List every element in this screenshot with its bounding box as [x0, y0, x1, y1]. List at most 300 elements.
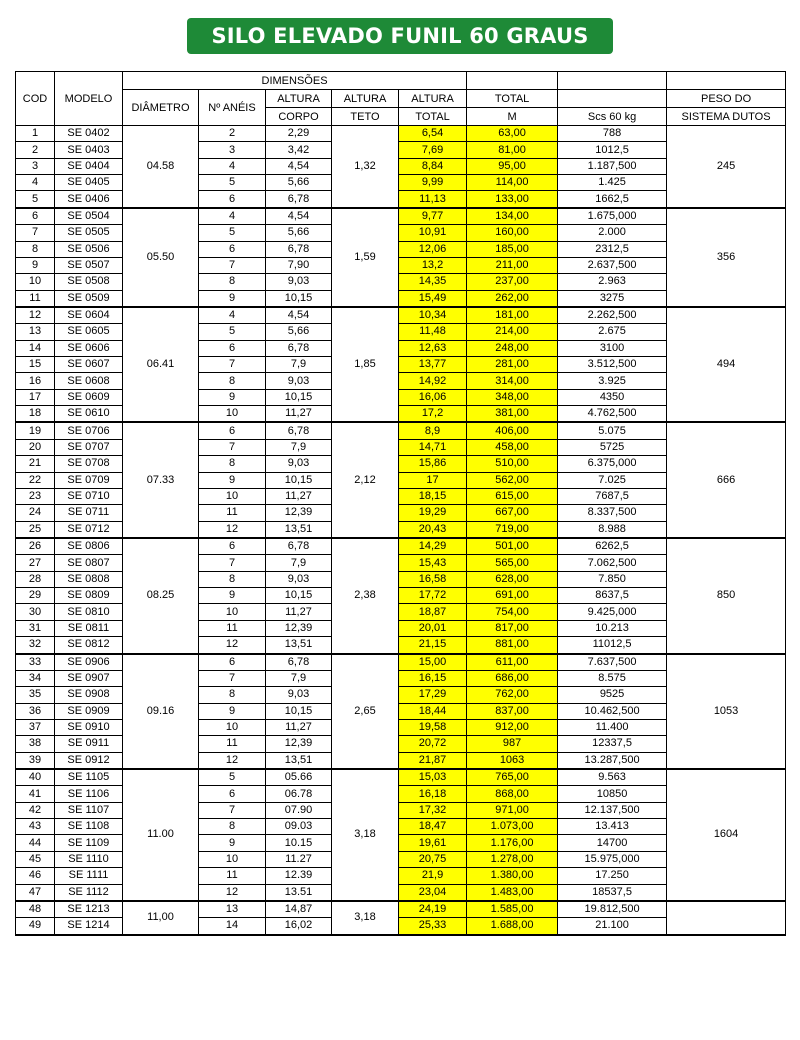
cell-modelo: SE 0404: [55, 158, 123, 174]
cell-altura-total: 13,2: [399, 257, 467, 273]
cell-altura-corpo: 10,15: [266, 389, 332, 405]
cell-altura-corpo: 12,39: [266, 620, 332, 636]
silo-spec-table: [15, 71, 786, 936]
cell-modelo: SE 0806: [55, 538, 123, 555]
cell-modelo: SE 0508: [55, 274, 123, 290]
cell-altura-total: 19,29: [399, 505, 467, 521]
cell-cod: 9: [16, 257, 55, 273]
cell-modelo: SE 0706: [55, 422, 123, 439]
header-altura-corpo-2: CORPO: [266, 108, 332, 126]
cell-total-m: 1.073,00: [467, 819, 558, 835]
cell-aneis: 8: [199, 373, 266, 389]
cell-altura-total: 6,54: [399, 126, 467, 142]
cell-scs: 3.925: [558, 373, 667, 389]
cell-altura-corpo: 14,87: [266, 901, 332, 918]
header-altura-teto-1: ALTURA: [332, 90, 399, 108]
table-row: [16, 769, 786, 786]
cell-scs: 21.100: [558, 918, 667, 935]
cell-total-m: 381,00: [467, 406, 558, 423]
cell-scs: 11012,5: [558, 637, 667, 654]
cell-modelo: SE 1214: [55, 918, 123, 935]
header-modelo: MODELO: [55, 72, 123, 126]
cell-altura-total: 14,71: [399, 439, 467, 455]
cell-scs: 13.287,500: [558, 752, 667, 769]
cell-modelo: SE 1110: [55, 851, 123, 867]
cell-altura-corpo: 7,9: [266, 357, 332, 373]
cell-total-m: 1063: [467, 752, 558, 769]
cell-total-m: 458,00: [467, 439, 558, 455]
cell-altura-corpo: 16,02: [266, 918, 332, 935]
cell-modelo: SE 0707: [55, 439, 123, 455]
cell-scs: 788: [558, 126, 667, 142]
table-row: [16, 654, 786, 671]
header-row-1: [16, 72, 786, 90]
cell-cod: 37: [16, 719, 55, 735]
cell-modelo: SE 1105: [55, 769, 123, 786]
cell-scs: 2.000: [558, 225, 667, 241]
cell-altura-teto: 1,32: [332, 126, 399, 208]
cell-altura-total: 12,63: [399, 340, 467, 356]
cell-total-m: 565,00: [467, 555, 558, 571]
cell-aneis: 9: [199, 389, 266, 405]
cell-total-m: 248,00: [467, 340, 558, 356]
cell-total-m: 1.585,00: [467, 901, 558, 918]
cell-aneis: 7: [199, 439, 266, 455]
cell-aneis: 6: [199, 191, 266, 208]
cell-scs: 2.675: [558, 324, 667, 340]
cell-altura-corpo: 5,66: [266, 324, 332, 340]
cell-aneis: 5: [199, 175, 266, 191]
cell-altura-total: 20,75: [399, 851, 467, 867]
cell-altura-total: 16,15: [399, 670, 467, 686]
cell-altura-teto: 2,12: [332, 422, 399, 538]
cell-total-m: 762,00: [467, 687, 558, 703]
cell-aneis: 6: [199, 538, 266, 555]
cell-cod: 29: [16, 588, 55, 604]
cell-altura-total: 15,43: [399, 555, 467, 571]
header-altura-corpo-1: ALTURA: [266, 90, 332, 108]
cell-modelo: SE 0910: [55, 719, 123, 735]
cell-aneis: 11: [199, 868, 266, 884]
cell-modelo: SE 0711: [55, 505, 123, 521]
cell-total-m: 262,00: [467, 290, 558, 307]
cell-altura-corpo: 6,78: [266, 654, 332, 671]
cell-aneis: 10: [199, 851, 266, 867]
cell-cod: 22: [16, 472, 55, 488]
cell-altura-teto: 2,38: [332, 538, 399, 654]
cell-total-m: 628,00: [467, 571, 558, 587]
cell-total-m: 691,00: [467, 588, 558, 604]
cell-modelo: SE 0506: [55, 241, 123, 257]
cell-aneis: 8: [199, 687, 266, 703]
cell-altura-corpo: 7,9: [266, 670, 332, 686]
table-row: [16, 422, 786, 439]
cell-scs: 7687,5: [558, 488, 667, 504]
cell-scs: 6262,5: [558, 538, 667, 555]
cell-cod: 4: [16, 175, 55, 191]
cell-modelo: SE 0405: [55, 175, 123, 191]
cell-scs: 5725: [558, 439, 667, 455]
cell-cod: 35: [16, 687, 55, 703]
cell-altura-total: 23,04: [399, 884, 467, 901]
cell-altura-corpo: 11,27: [266, 604, 332, 620]
cell-aneis: 12: [199, 637, 266, 654]
cell-modelo: SE 1107: [55, 802, 123, 818]
cell-aneis: 10: [199, 488, 266, 504]
cell-aneis: 12: [199, 752, 266, 769]
cell-total-m: 1.688,00: [467, 918, 558, 935]
table-row: [16, 901, 786, 918]
cell-altura-corpo: 11.27: [266, 851, 332, 867]
cell-scs: 7.025: [558, 472, 667, 488]
cell-altura-corpo: 12,39: [266, 505, 332, 521]
cell-modelo: SE 0509: [55, 290, 123, 307]
cell-total-m: 912,00: [467, 719, 558, 735]
cell-altura-corpo: 6,78: [266, 340, 332, 356]
cell-altura-total: 17,72: [399, 588, 467, 604]
cell-scs: 1.675,000: [558, 208, 667, 225]
cell-modelo: SE 0909: [55, 703, 123, 719]
cell-total-m: 214,00: [467, 324, 558, 340]
cell-cod: 7: [16, 225, 55, 241]
cell-cod: 14: [16, 340, 55, 356]
cell-peso: 356: [667, 208, 786, 307]
cell-altura-total: 14,35: [399, 274, 467, 290]
cell-scs: 14700: [558, 835, 667, 851]
cell-modelo: SE 0912: [55, 752, 123, 769]
cell-modelo: SE 0811: [55, 620, 123, 636]
cell-altura-teto: 3,18: [332, 901, 399, 935]
cell-total-m: 406,00: [467, 422, 558, 439]
cell-altura-total: 16,18: [399, 786, 467, 802]
cell-altura-corpo: 13,51: [266, 521, 332, 538]
cell-scs: 15.975,000: [558, 851, 667, 867]
cell-cod: 43: [16, 819, 55, 835]
cell-aneis: 7: [199, 670, 266, 686]
cell-scs: 11.400: [558, 719, 667, 735]
cell-cod: 25: [16, 521, 55, 538]
cell-aneis: 6: [199, 340, 266, 356]
cell-modelo: SE 0809: [55, 588, 123, 604]
cell-cod: 30: [16, 604, 55, 620]
cell-aneis: 5: [199, 324, 266, 340]
cell-modelo: SE 0403: [55, 142, 123, 158]
cell-altura-total: 15,86: [399, 456, 467, 472]
cell-modelo: SE 0810: [55, 604, 123, 620]
cell-modelo: SE 0710: [55, 488, 123, 504]
cell-cod: 15: [16, 357, 55, 373]
cell-altura-corpo: 13.51: [266, 884, 332, 901]
cell-total-m: 667,00: [467, 505, 558, 521]
header-peso-2: SISTEMA DUTOS: [667, 108, 786, 126]
cell-aneis: 5: [199, 769, 266, 786]
cell-scs: 2.262,500: [558, 307, 667, 324]
cell-altura-total: 20,01: [399, 620, 467, 636]
header-total-1: TOTAL: [467, 90, 558, 108]
cell-cod: 34: [16, 670, 55, 686]
cell-cod: 38: [16, 736, 55, 752]
header-peso-1: PESO DO: [667, 90, 786, 108]
cell-altura-total: 18,15: [399, 488, 467, 504]
cell-total-m: 501,00: [467, 538, 558, 555]
cell-altura-total: 7,69: [399, 142, 467, 158]
cell-scs: 2.637,500: [558, 257, 667, 273]
header-row-2: [16, 90, 786, 108]
cell-total-m: 114,00: [467, 175, 558, 191]
cell-cod: 6: [16, 208, 55, 225]
cell-altura-corpo: 12,39: [266, 736, 332, 752]
cell-aneis: 7: [199, 357, 266, 373]
cell-altura-teto: 1,59: [332, 208, 399, 307]
cell-total-m: 160,00: [467, 225, 558, 241]
cell-altura-total: 20,72: [399, 736, 467, 752]
header-altura-teto-2: TETO: [332, 108, 399, 126]
cell-altura-total: 19,61: [399, 835, 467, 851]
cell-altura-corpo: 10,15: [266, 703, 332, 719]
cell-modelo: SE 0402: [55, 126, 123, 142]
cell-diametro: 04.58: [123, 126, 199, 208]
cell-modelo: SE 0812: [55, 637, 123, 654]
cell-scs: 3100: [558, 340, 667, 356]
cell-altura-corpo: 05.66: [266, 769, 332, 786]
cell-altura-teto: 3,18: [332, 769, 399, 901]
cell-modelo: SE 0504: [55, 208, 123, 225]
cell-modelo: SE 0604: [55, 307, 123, 324]
cell-aneis: 11: [199, 620, 266, 636]
cell-scs: 1.425: [558, 175, 667, 191]
cell-altura-total: 13,77: [399, 357, 467, 373]
cell-altura-corpo: 10.15: [266, 835, 332, 851]
cell-cod: 41: [16, 786, 55, 802]
header-dimensoes: DIMENSÕES: [123, 72, 467, 90]
header-altura-total-1: ALTURA: [399, 90, 467, 108]
cell-aneis: 10: [199, 719, 266, 735]
cell-peso: 494: [667, 307, 786, 423]
cell-aneis: 7: [199, 257, 266, 273]
cell-scs: 9.563: [558, 769, 667, 786]
cell-cod: 46: [16, 868, 55, 884]
cell-modelo: SE 0607: [55, 357, 123, 373]
cell-cod: 5: [16, 191, 55, 208]
cell-scs: 7.850: [558, 571, 667, 587]
cell-cod: 24: [16, 505, 55, 521]
cell-altura-corpo: 11,27: [266, 406, 332, 423]
table-row: [16, 307, 786, 324]
cell-cod: 1: [16, 126, 55, 142]
cell-aneis: 9: [199, 290, 266, 307]
cell-cod: 11: [16, 290, 55, 307]
cell-aneis: 11: [199, 505, 266, 521]
cell-cod: 16: [16, 373, 55, 389]
cell-diametro: 11,00: [123, 901, 199, 935]
cell-cod: 28: [16, 571, 55, 587]
cell-altura-total: 15,49: [399, 290, 467, 307]
cell-modelo: SE 0712: [55, 521, 123, 538]
cell-aneis: 9: [199, 835, 266, 851]
cell-total-m: 1.380,00: [467, 868, 558, 884]
cell-scs: 9525: [558, 687, 667, 703]
cell-total-m: 211,00: [467, 257, 558, 273]
cell-aneis: 2: [199, 126, 266, 142]
cell-total-m: 719,00: [467, 521, 558, 538]
cell-modelo: SE 1111: [55, 868, 123, 884]
cell-scs: 7.062,500: [558, 555, 667, 571]
cell-scs: 7.637,500: [558, 654, 667, 671]
cell-altura-corpo: 10,15: [266, 588, 332, 604]
cell-cod: 17: [16, 389, 55, 405]
cell-altura-corpo: 5,66: [266, 175, 332, 191]
cell-altura-total: 15,03: [399, 769, 467, 786]
cell-cod: 42: [16, 802, 55, 818]
cell-total-m: 837,00: [467, 703, 558, 719]
cell-scs: 8.337,500: [558, 505, 667, 521]
cell-altura-total: 16,06: [399, 389, 467, 405]
cell-altura-total: 17,29: [399, 687, 467, 703]
cell-altura-total: 12,06: [399, 241, 467, 257]
cell-altura-corpo: 6,78: [266, 422, 332, 439]
cell-total-m: 562,00: [467, 472, 558, 488]
cell-peso: 245: [667, 126, 786, 208]
cell-scs: 8637,5: [558, 588, 667, 604]
header-scs: Scs 60 kg: [558, 108, 667, 126]
cell-altura-teto: 2,65: [332, 654, 399, 770]
cell-total-m: 686,00: [467, 670, 558, 686]
cell-altura-total: 21,15: [399, 637, 467, 654]
cell-scs: 10.213: [558, 620, 667, 636]
cell-altura-corpo: 7,9: [266, 555, 332, 571]
cell-aneis: 8: [199, 274, 266, 290]
cell-aneis: 6: [199, 241, 266, 257]
cell-cod: 47: [16, 884, 55, 901]
cell-altura-corpo: 4,54: [266, 208, 332, 225]
header-peso-blank: [667, 72, 786, 90]
cell-diametro: 07.33: [123, 422, 199, 538]
cell-aneis: 4: [199, 307, 266, 324]
cell-aneis: 9: [199, 588, 266, 604]
cell-total-m: 510,00: [467, 456, 558, 472]
cell-total-m: 868,00: [467, 786, 558, 802]
cell-altura-total: 20,43: [399, 521, 467, 538]
cell-scs: 12.137,500: [558, 802, 667, 818]
header-scs-blank: [558, 72, 667, 90]
cell-altura-total: 19,58: [399, 719, 467, 735]
cell-altura-total: 17,32: [399, 802, 467, 818]
cell-peso: 666: [667, 422, 786, 538]
cell-altura-total: 9,99: [399, 175, 467, 191]
cell-modelo: SE 0609: [55, 389, 123, 405]
cell-modelo: SE 1108: [55, 819, 123, 835]
cell-altura-corpo: 11,27: [266, 488, 332, 504]
cell-total-m: 134,00: [467, 208, 558, 225]
cell-modelo: SE 0911: [55, 736, 123, 752]
cell-peso: 1053: [667, 654, 786, 770]
cell-cod: 20: [16, 439, 55, 455]
cell-aneis: 9: [199, 703, 266, 719]
cell-cod: 44: [16, 835, 55, 851]
cell-cod: 12: [16, 307, 55, 324]
cell-scs: 10.462,500: [558, 703, 667, 719]
cell-modelo: SE 0907: [55, 670, 123, 686]
cell-cod: 45: [16, 851, 55, 867]
cell-altura-corpo: 13,51: [266, 752, 332, 769]
header-aneis: Nº ANÉIS: [199, 90, 266, 126]
cell-cod: 32: [16, 637, 55, 654]
cell-total-m: 754,00: [467, 604, 558, 620]
cell-cod: 23: [16, 488, 55, 504]
cell-scs: 3275: [558, 290, 667, 307]
cell-scs: 4.762,500: [558, 406, 667, 423]
cell-scs: 1012,5: [558, 142, 667, 158]
cell-modelo: SE 0610: [55, 406, 123, 423]
cell-scs: 8.575: [558, 670, 667, 686]
table-row: [16, 126, 786, 142]
cell-altura-corpo: 09.03: [266, 819, 332, 835]
cell-total-m: 314,00: [467, 373, 558, 389]
cell-aneis: 7: [199, 555, 266, 571]
cell-total-m: 615,00: [467, 488, 558, 504]
cell-altura-total: 25,33: [399, 918, 467, 935]
cell-total-m: 181,00: [467, 307, 558, 324]
cell-altura-total: 14,92: [399, 373, 467, 389]
cell-scs: 17.250: [558, 868, 667, 884]
cell-altura-corpo: 9,03: [266, 571, 332, 587]
cell-scs: 2.963: [558, 274, 667, 290]
cell-modelo: SE 0406: [55, 191, 123, 208]
cell-modelo: SE 0807: [55, 555, 123, 571]
cell-total-m: 1.176,00: [467, 835, 558, 851]
cell-altura-corpo: 2,29: [266, 126, 332, 142]
cell-cod: 26: [16, 538, 55, 555]
page-title: SILO ELEVADO FUNIL 60 GRAUS: [187, 18, 612, 54]
cell-cod: 36: [16, 703, 55, 719]
cell-total-m: 237,00: [467, 274, 558, 290]
cell-total-m: 281,00: [467, 357, 558, 373]
cell-modelo: SE 0505: [55, 225, 123, 241]
cell-aneis: 11: [199, 736, 266, 752]
cell-altura-corpo: 07.90: [266, 802, 332, 818]
cell-cod: 2: [16, 142, 55, 158]
cell-modelo: SE 0906: [55, 654, 123, 671]
cell-aneis: 10: [199, 604, 266, 620]
table-body: [16, 126, 786, 935]
cell-altura-corpo: 6,78: [266, 241, 332, 257]
cell-altura-total: 18,44: [399, 703, 467, 719]
cell-altura-corpo: 12.39: [266, 868, 332, 884]
cell-altura-corpo: 7,90: [266, 257, 332, 273]
cell-cod: 49: [16, 918, 55, 935]
cell-scs: 13.413: [558, 819, 667, 835]
cell-cod: 18: [16, 406, 55, 423]
cell-altura-teto: 1,85: [332, 307, 399, 423]
cell-altura-corpo: 9,03: [266, 373, 332, 389]
cell-aneis: 4: [199, 208, 266, 225]
cell-altura-total: 9,77: [399, 208, 467, 225]
cell-total-m: 81,00: [467, 142, 558, 158]
header-diametro: DIÂMETRO: [123, 90, 199, 126]
cell-total-m: 817,00: [467, 620, 558, 636]
header-altura-total-2: TOTAL: [399, 108, 467, 126]
cell-scs: 19.812,500: [558, 901, 667, 918]
title-container: [0, 18, 800, 54]
cell-altura-total: 15,00: [399, 654, 467, 671]
cell-altura-total: 18,47: [399, 819, 467, 835]
cell-diametro: 06.41: [123, 307, 199, 423]
cell-total-m: 765,00: [467, 769, 558, 786]
cell-altura-corpo: 06.78: [266, 786, 332, 802]
cell-altura-total: 8,84: [399, 158, 467, 174]
cell-aneis: 8: [199, 819, 266, 835]
cell-altura-corpo: 11,27: [266, 719, 332, 735]
